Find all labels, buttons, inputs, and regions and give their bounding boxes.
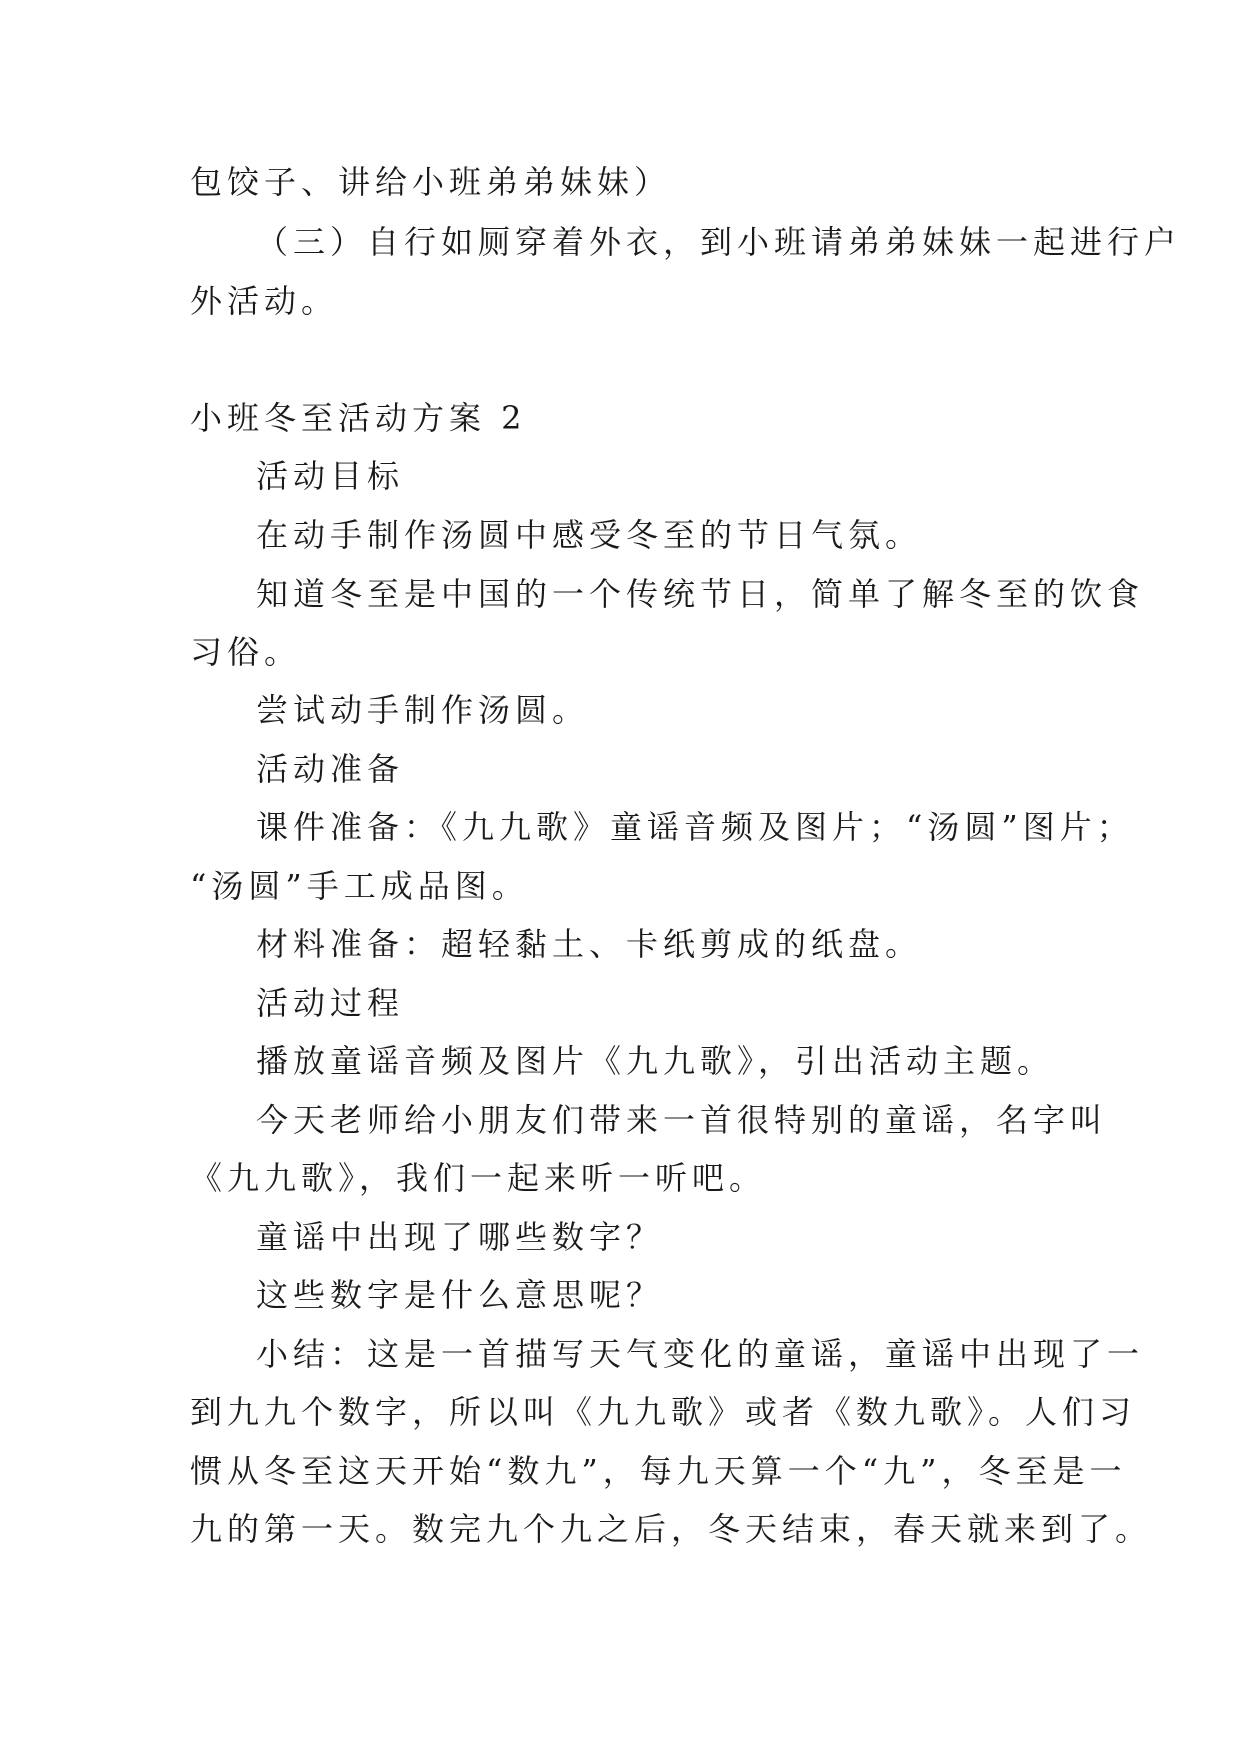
paragraph-line: 惯从冬至这天开始“数九”，每九天算一个“九”，冬至是一	[190, 1452, 1127, 1490]
paragraph-line: 《九九歌》，我们一起来听一听吧。	[190, 1159, 767, 1197]
paragraph-line: 小结：这是一首描写天气变化的童谣，童谣中出现了一	[256, 1335, 1145, 1373]
paragraph-line: 童谣中出现了哪些数字？	[256, 1218, 664, 1256]
subheading: 活动过程	[256, 984, 405, 1022]
paragraph-line: 在动手制作汤圆中感受冬至的节日气氛。	[256, 516, 923, 554]
paragraph-line: 今天老师给小朋友们带来一首很特别的童谣，名字叫	[256, 1101, 1108, 1139]
subheading: 活动目标	[256, 457, 405, 495]
paragraph-line: 九的第一天。数完九个九之后，冬天结束，春天就来到了。	[190, 1510, 1153, 1548]
paragraph-line: 到九九个数字，所以叫《九九歌》或者《数九歌》。人们习	[190, 1393, 1137, 1431]
section-title: 小班冬至活动方案 2	[190, 399, 527, 437]
paragraph-line: 播放童谣音频及图片《九九歌》，引出活动主题。	[256, 1042, 1055, 1080]
paragraph-line: 课件准备：《九九歌》童谣音频及图片；“汤圆”图片；	[256, 808, 1134, 846]
paragraph-line: 尝试动手制作汤圆。	[256, 691, 590, 729]
paragraph-line: 习俗。	[190, 633, 302, 671]
paragraph-line: 知道冬至是中国的一个传统节日，简单了解冬至的饮食	[256, 575, 1145, 613]
paragraph-line: （三）自行如厕穿着外衣，到小班请弟弟妹妹一起进行户	[256, 223, 1182, 261]
paragraph-line: “汤圆”手工成品图。	[190, 867, 529, 905]
paragraph-line: 这些数字是什么意思呢？	[256, 1276, 664, 1314]
subheading: 活动准备	[256, 750, 405, 788]
paragraph-line: 包饺子、讲给小班弟弟妹妹）	[190, 163, 672, 201]
paragraph-line: 外活动。	[190, 282, 339, 320]
paragraph-line: 材料准备：超轻黏土、卡纸剪成的纸盘。	[256, 925, 923, 963]
